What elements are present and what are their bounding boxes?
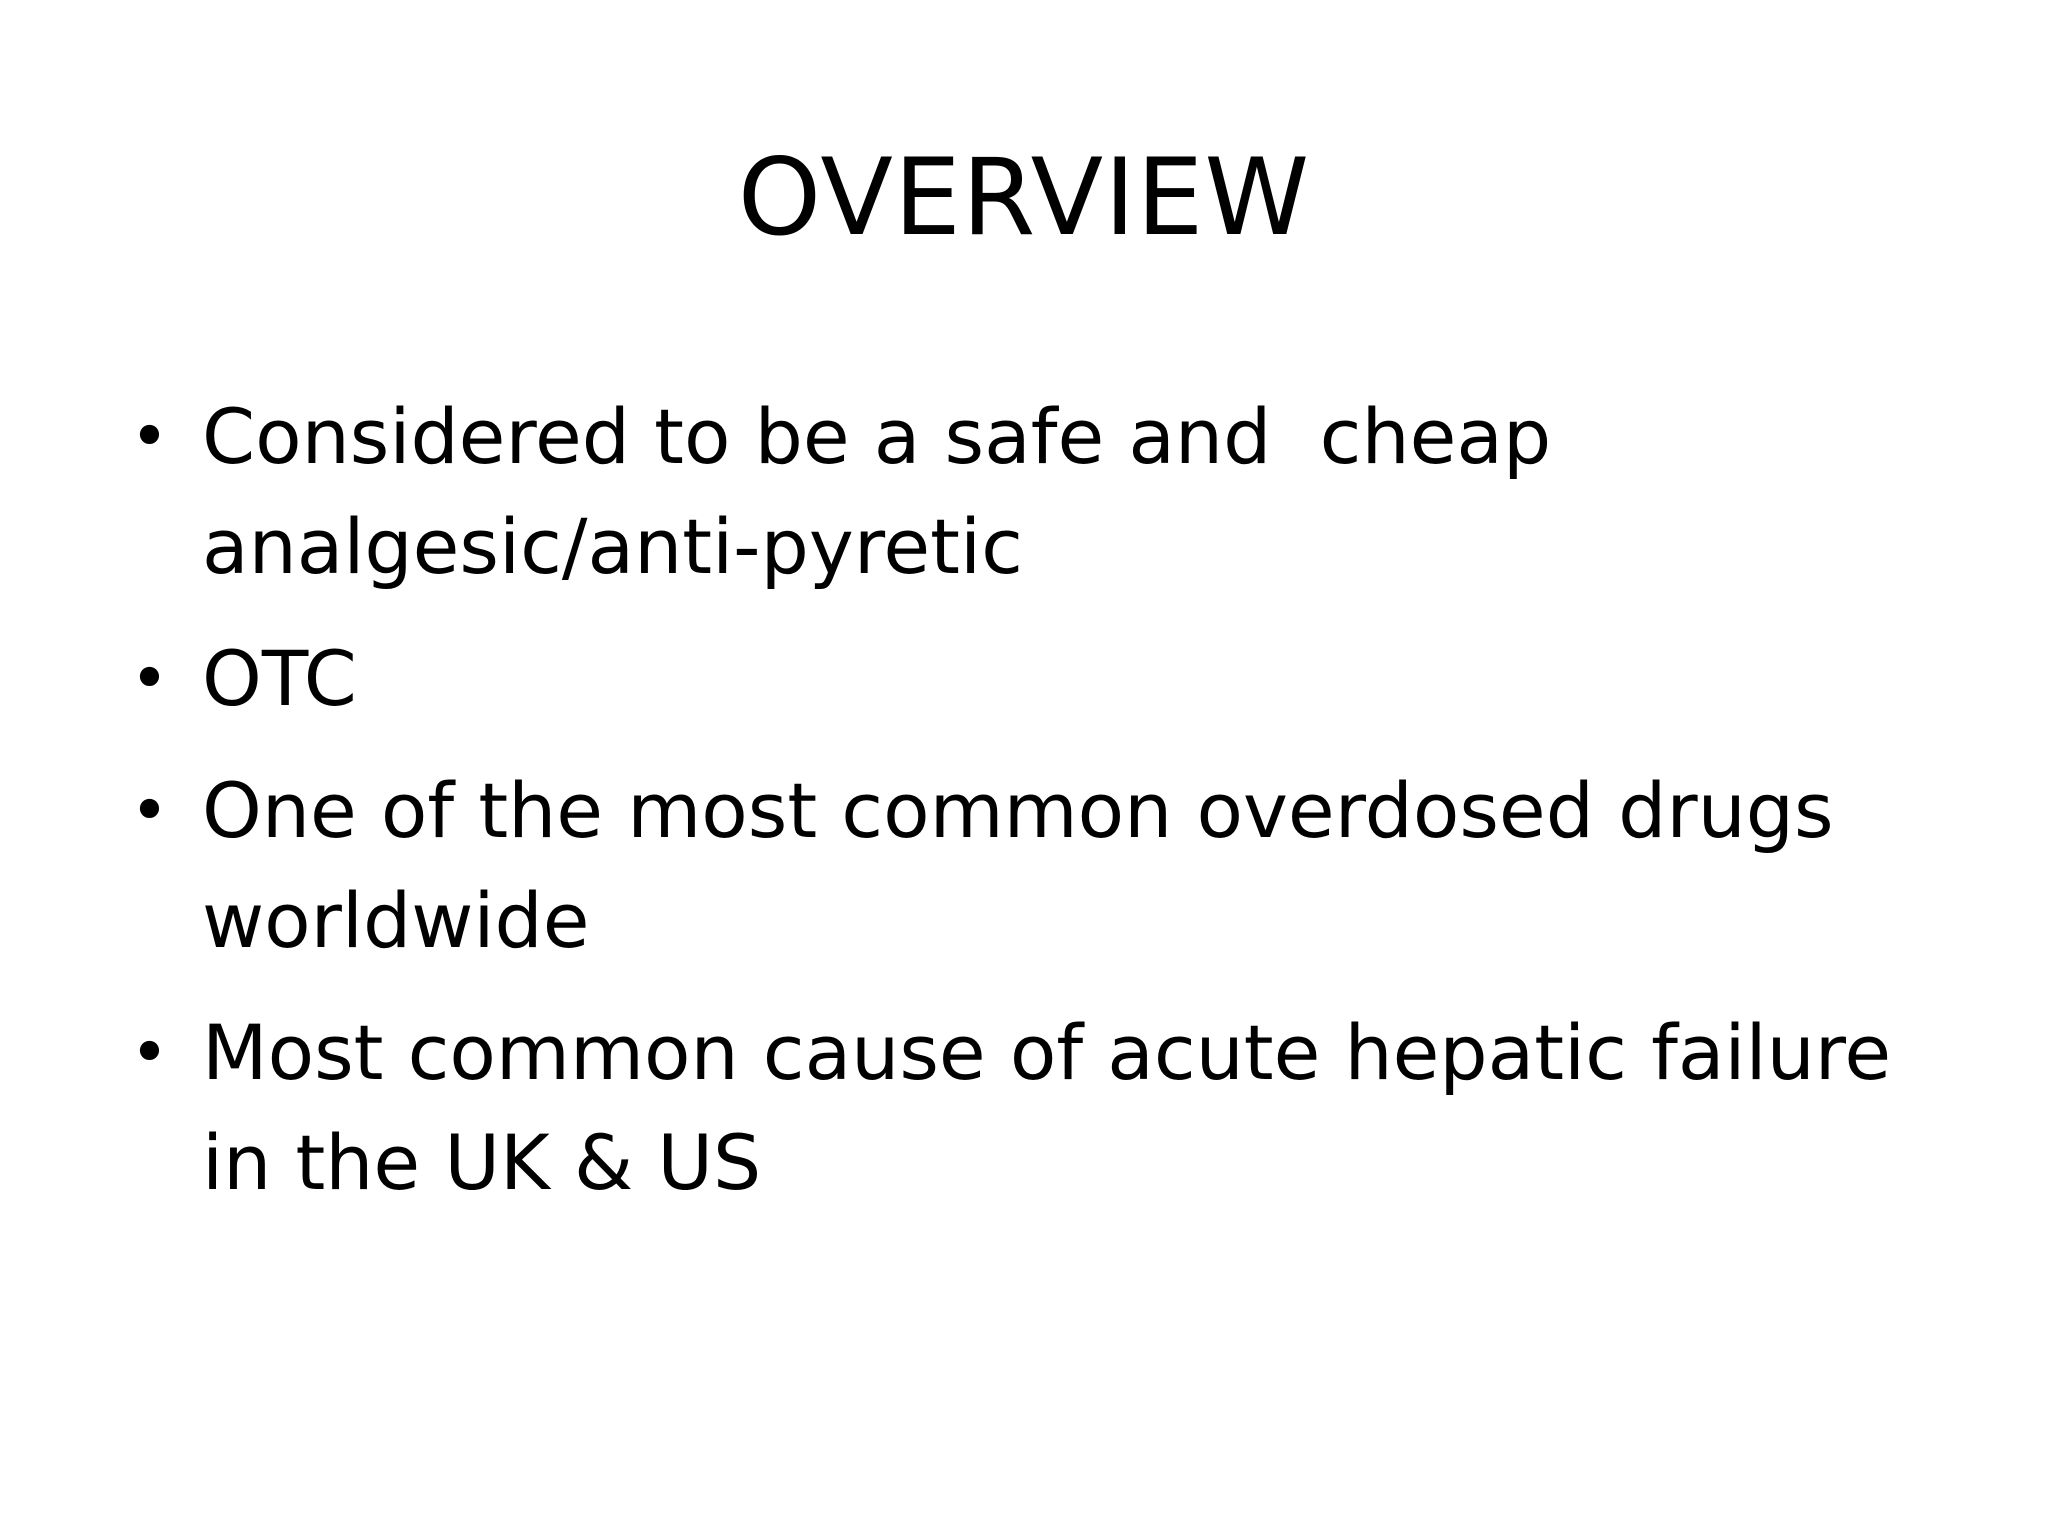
bullet-dot-icon: • [130, 1014, 169, 1091]
bullet-item [122, 998, 1922, 1218]
bullet-text-line: One of the most common overdosed drugs [202, 766, 1834, 855]
bullet-text-line: analgesic/anti-pyretic [202, 502, 1023, 591]
bullet-item [122, 756, 1922, 976]
bullet-text-line: Considered to be a safe and cheap [202, 392, 1552, 481]
bullet-text-line: in the UK & US [202, 1118, 762, 1207]
bullet-dot-icon: • [130, 772, 169, 849]
slide-title: OVERVIEW [737, 136, 1311, 259]
bullet-item [122, 624, 1922, 734]
bullet-text-line: worldwide [202, 876, 590, 965]
bullet-item [122, 382, 1922, 602]
bullet-dot-icon: • [130, 398, 169, 475]
bullet-text-line: Most common cause of acute hepatic failure [202, 1008, 1892, 1097]
bullet-dot-icon: • [130, 640, 169, 717]
bullet-text-line: OTC [202, 634, 357, 723]
bullet-list [122, 382, 1922, 1240]
